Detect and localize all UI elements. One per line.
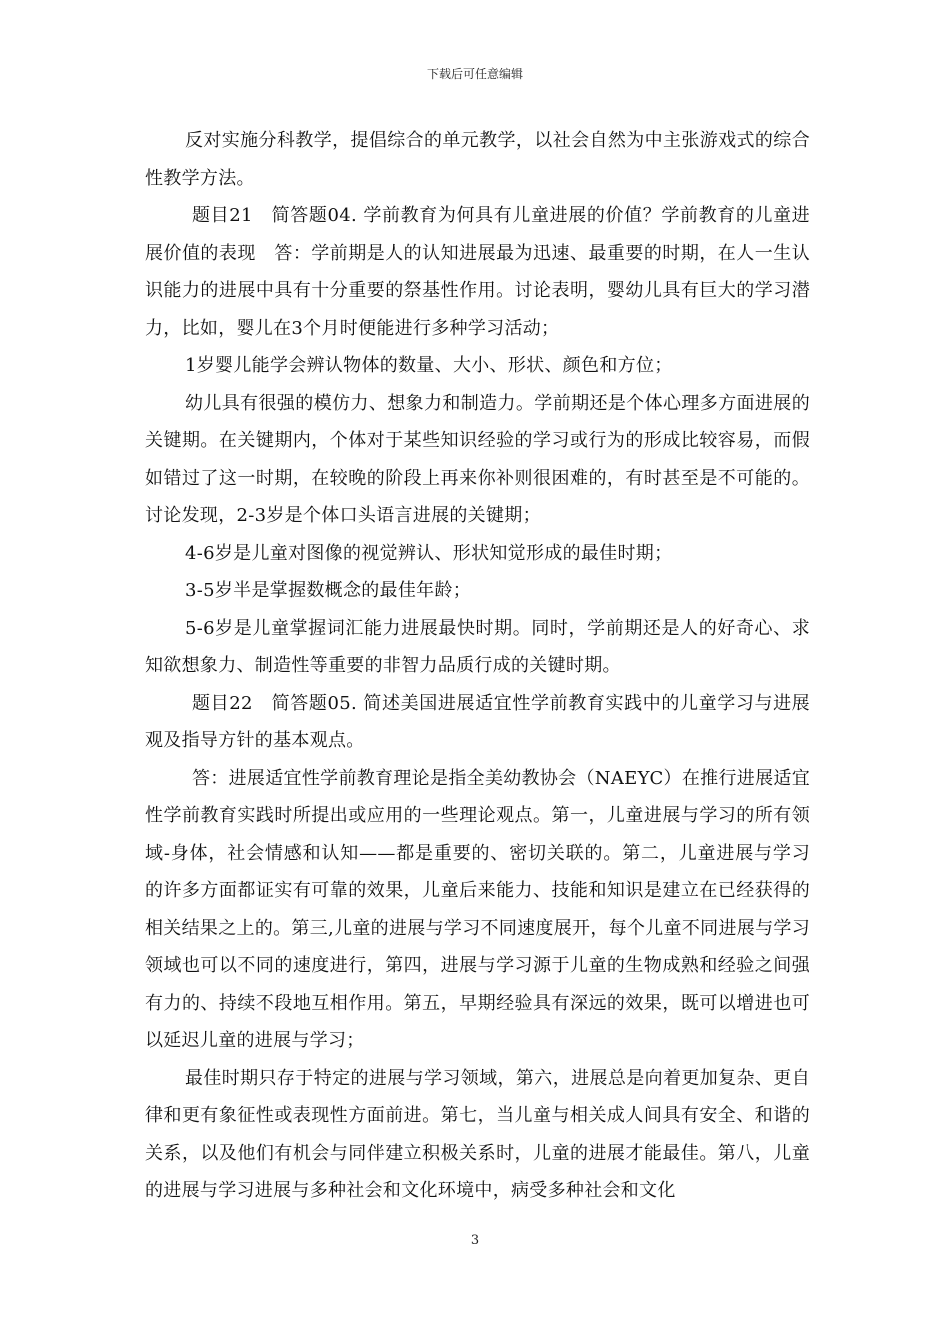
paragraph-4: 幼儿具有很强的模仿力、想象力和制造力。学前期还是个体心理多方面进展的关键期。在关键期内，个体对于某些知识经验的学习或行为的形成比较容易，而假如错过了这一时期，在较晚的阶段上再来你补则很困难的，有时甚至是不可能的。讨论发现，2-3岁是个体口头语言进展的关键期； [145, 392, 810, 526]
paragraph-5: 4-6岁是儿童对图像的视觉辨认、形状知觉形成的最佳时期； [185, 542, 673, 564]
paragraph-3: 1岁婴儿能学会辨认物体的数量、大小、形状、颜色和方位； [185, 355, 673, 376]
page-number: 3 [470, 1233, 480, 1248]
paragraph-9: 答：进展适宜性学前教育理论是指全美幼教协会（NAEYC）在推行进展适宜性学前教育实践时所提出或应用的一些理论观点。第一，儿童进展与学习的所有领域-身体，社会情感和认知——都是重要的、密切关联的。第二，儿童进展与学习的许多方面都证实有可靠的效果，儿童后来能力、技能和知识是建立在已经获得的相关结果之上的。第三,儿童的进展与学习不同速度展开，每个儿童不同进展与学习领域也可以不同的速度进行，第四，进展与学习源于儿童的生物成熟和经验之间强有力的、持续不段地互相作用。第五，早期经验具有深远的效果，既可以增进也可以延迟儿童的进展与学习； [145, 767, 810, 1051]
page-header: 下载后可任意编辑 [426, 67, 523, 81]
paragraph-10: 最佳时期只存于特定的进展与学习领域，第六，进展总是向着更加复杂、更自律和更有象征性或表现性方面前进。第七，当儿童与相关成人间具有安全、和谐的关系，以及他们有机会与同伴建立积极关系时，儿童的进展才能最佳。第八，儿童的进展与学习进展与多种社会和文化环境中，病受多种社会和文化 [145, 1067, 810, 1201]
paragraph-1: 反对实施分科教学，提倡综合的单元教学，以社会自然为中主张游戏式的综合性教学方法。 [145, 130, 810, 189]
document-body [145, 122, 810, 1210]
paragraph-6: 3-5岁半是掌握数概念的最佳年龄； [185, 580, 472, 601]
paragraph-8: 题目22 简答题05. 简述美国进展适宜性学前教育实践中的儿童学习与进展观及指导方针的基本观点。 [145, 692, 810, 751]
paragraph-7: 5-6岁是儿童掌握词汇能力进展最快时期。同时，学前期还是人的好奇心、求知欲想象力、制造性等重要的非智力品质行成的关键时期。 [145, 617, 810, 676]
paragraph-2: 题目21 简答题04. 学前教育为何具有儿童进展的价值？学前教育的儿童进展价值的表现 答：学前期是人的认知进展最为迅速、最重要的时期，在人一生认识能力的进展中具有十分重要的祭基性作用。讨论表明，婴幼儿具有巨大的学习潜力，比如，婴儿在3个月时便能进行多种学习活动； [145, 205, 810, 339]
